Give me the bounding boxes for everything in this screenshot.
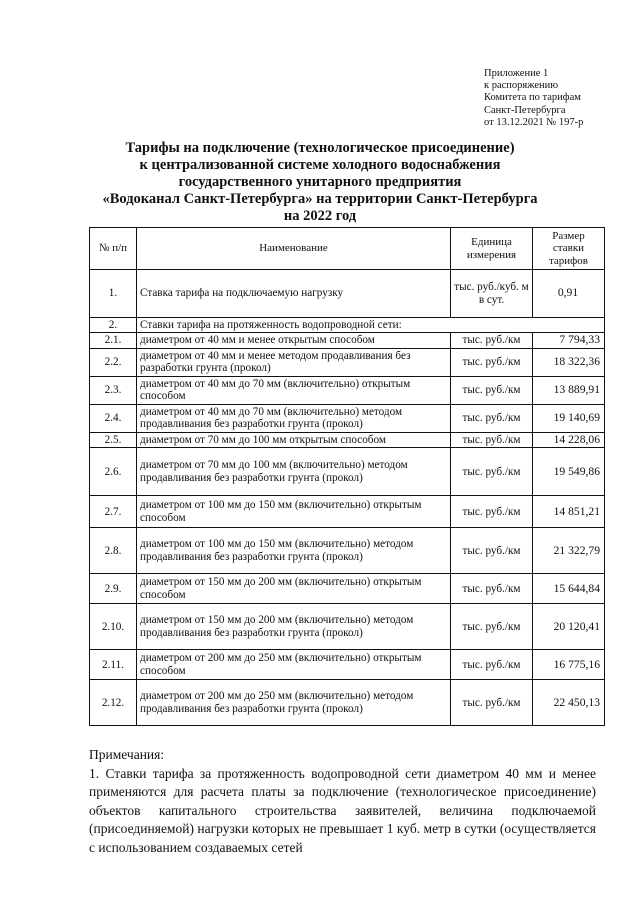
row-rate: 20 120,41 — [533, 604, 605, 650]
row-unit: тыс. руб./км — [451, 333, 533, 348]
row-rate: 21 322,79 — [533, 528, 605, 574]
row-num: 2.3. — [90, 376, 137, 404]
row-rate: 22 450,13 — [533, 680, 605, 726]
notes-text: 1. Ставки тарифа за протяженность водопроводной сети диаметром 40 мм и менее применяются для расчета платы за подключение (технологическое присоединение) объектов капитального строительства заявителей, величина подключаемой (присоединяемой) нагрузки которых не превышает 1 куб. метр в сутки (осуществляется с использованием создаваемых сетей — [89, 765, 596, 855]
row-unit: тыс. руб./км — [451, 404, 533, 432]
row-name: диаметром от 100 мм до 150 мм (включительно) открытым способом — [137, 496, 451, 528]
row-unit: тыс. руб./км — [451, 432, 533, 447]
row-rate: 16 775,16 — [533, 650, 605, 680]
row-num: 2.8. — [90, 528, 137, 574]
title-line: «Водоканал Санкт-Петербурга» на территории Санкт-Петербурга — [102, 191, 538, 207]
row-unit: тыс. руб./км — [451, 650, 533, 680]
row-num: 2.5. — [90, 432, 137, 447]
row-rate: 15 644,84 — [533, 574, 605, 604]
table-header-row — [90, 228, 605, 270]
row-unit: тыс. руб./км — [451, 496, 533, 528]
header-rate: Размер ставки тарифов — [533, 228, 605, 270]
row-num: 1. — [90, 270, 137, 318]
title-line: Тарифы на подключение (технологическое присоединение) — [125, 140, 515, 156]
row-num: 2. — [90, 318, 137, 333]
table-row — [90, 333, 605, 348]
row-name: диаметром от 40 мм до 70 мм (включительно) открытым способом — [137, 376, 451, 404]
row-num: 2.10. — [90, 604, 137, 650]
row-rate: 14 851,21 — [533, 496, 605, 528]
table-row — [90, 432, 605, 447]
row-rate: 14 228,06 — [533, 432, 605, 447]
row-unit: тыс. руб./куб. м в сут. — [451, 270, 533, 318]
appendix-line: от 13.12.2021 № 197-р — [484, 116, 584, 128]
table-row — [90, 604, 605, 650]
row-unit: тыс. руб./км — [451, 376, 533, 404]
row-name: диаметром от 40 мм и менее открытым способом — [137, 333, 451, 348]
table-row — [90, 528, 605, 574]
row-name: диаметром от 200 мм до 250 мм (включительно) методом продавливания без разработки грунта (прокол) — [137, 680, 451, 726]
row-rate: 13 889,91 — [533, 376, 605, 404]
appendix-line: к распоряжению — [484, 80, 559, 92]
table-row — [90, 404, 605, 432]
row-num: 2.11. — [90, 650, 137, 680]
row-rate: 19 549,86 — [533, 448, 605, 496]
table-row — [90, 650, 605, 680]
row-unit: тыс. руб./км — [451, 574, 533, 604]
table-row — [90, 376, 605, 404]
row-name: диаметром от 70 мм до 100 мм открытым способом — [137, 432, 451, 447]
table-row — [90, 448, 605, 496]
row-num: 2.1. — [90, 333, 137, 348]
row-num: 2.2. — [90, 348, 137, 376]
row-name: диаметром от 150 мм до 200 мм (включительно) методом продавливания без разработки грунта (прокол) — [137, 604, 451, 650]
row-unit: тыс. руб./км — [451, 348, 533, 376]
table-row — [90, 270, 605, 318]
table-row — [90, 318, 605, 333]
row-rate: 0,91 — [533, 270, 605, 318]
row-name: диаметром от 100 мм до 150 мм (включительно) методом продавливания без разработки грунта (прокол) — [137, 528, 451, 574]
row-rate: 18 322,36 — [533, 348, 605, 376]
row-num: 2.4. — [90, 404, 137, 432]
row-unit: тыс. руб./км — [451, 604, 533, 650]
row-rate: 7 794,33 — [533, 333, 605, 348]
table-row — [90, 680, 605, 726]
tariffs-table — [89, 227, 605, 726]
appendix-line: Приложение 1 — [484, 68, 549, 79]
row-name: диаметром от 40 мм и менее методом продавливания без разработки грунта (прокол) — [137, 348, 451, 376]
title-line: государственного унитарного предприятия — [178, 174, 462, 190]
row-unit: тыс. руб./км — [451, 448, 533, 496]
header-unit: Единица измерения — [451, 228, 533, 270]
row-num: 2.6. — [90, 448, 137, 496]
row-num: 2.12. — [90, 680, 137, 726]
table-row — [90, 348, 605, 376]
row-rate: 19 140,69 — [533, 404, 605, 432]
row-name: Ставка тарифа на подключаемую нагрузку — [137, 270, 451, 318]
table-row — [90, 574, 605, 604]
appendix-header — [484, 68, 634, 129]
appendix-line: Комитета по тарифам — [484, 92, 581, 104]
row-num: 2.9. — [90, 574, 137, 604]
title-line: к централизованной системе холодного водоснабжения — [139, 157, 501, 173]
notes-heading: Примечания: — [89, 747, 165, 762]
table-row — [90, 496, 605, 528]
appendix-line: Санкт-Петербурга — [484, 104, 566, 116]
document-title — [60, 140, 580, 225]
row-unit: тыс. руб./км — [451, 528, 533, 574]
row-name: диаметром от 200 мм до 250 мм (включительно) открытым способом — [137, 650, 451, 680]
row-name: диаметром от 150 мм до 200 мм (включительно) открытым способом — [137, 574, 451, 604]
row-name: диаметром от 40 мм до 70 мм (включительно) методом продавливания без разработки грунта (прокол) — [137, 404, 451, 432]
header-num: № п/п — [90, 228, 137, 270]
row-name: диаметром от 70 мм до 100 мм (включительно) методом продавливания без разработки грунта (прокол) — [137, 448, 451, 496]
notes-section — [89, 746, 596, 858]
row-unit: тыс. руб./км — [451, 680, 533, 726]
row-name: Ставки тарифа на протяженность водопроводной сети: — [137, 318, 605, 333]
header-name: Наименование — [137, 228, 451, 270]
title-line: на 2022 год — [283, 208, 357, 224]
row-num: 2.7. — [90, 496, 137, 528]
